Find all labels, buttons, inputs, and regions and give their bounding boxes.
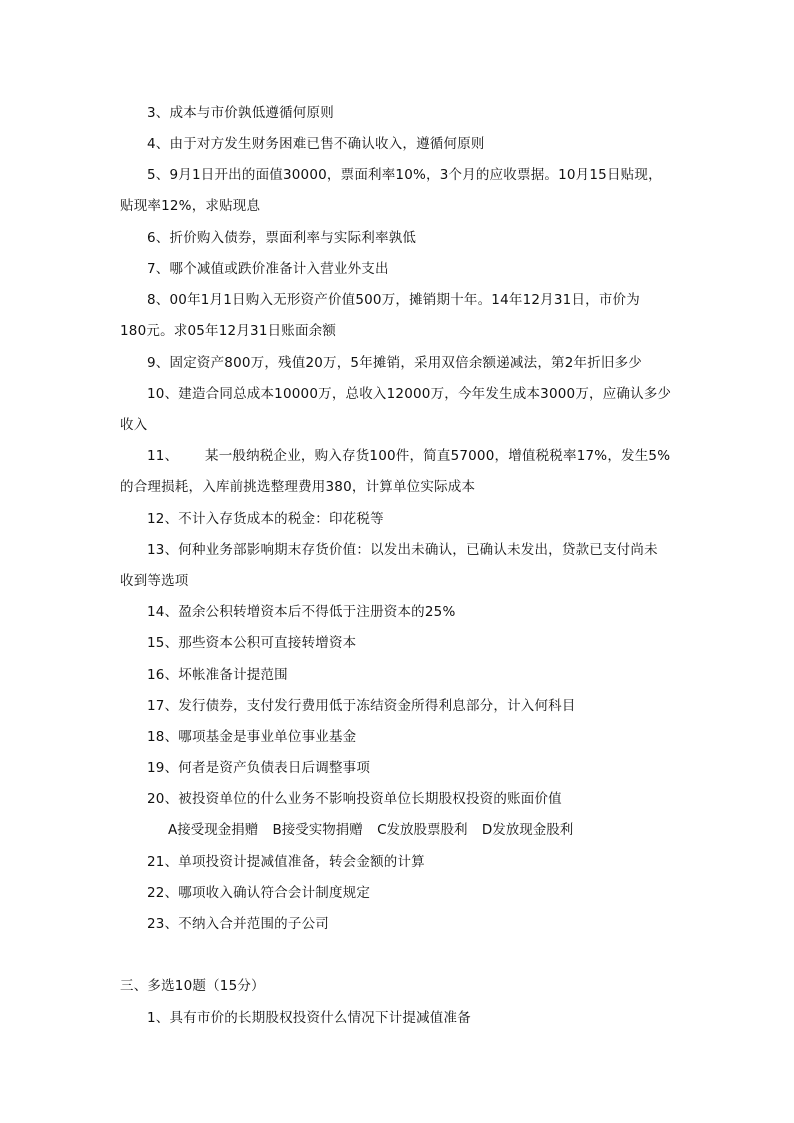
question-8-line-2: 180元。求05年12月31日账面余额 [120,323,337,339]
question-7: 7、哪个减值或跌价准备计入营业外支出 [147,261,389,277]
question-20-options [168,822,583,838]
question-19: 19、何者是资产负债表日后调整事项 [147,760,371,776]
question-9: 9、固定资产800万，残值20万，5年摊销，采用双倍余额递减法，第2年折旧多少 [147,355,643,371]
question-12: 12、不计入存货成本的税金：印花税等 [147,511,384,527]
question-4: 4、由于对方发生财务困难已售不确认收入，遵循何原则 [147,136,485,152]
question-11-line-1: 某一般纳税企业，购入存货100件，简直57000，增值税税率17%，发生5% [205,448,671,464]
question-14: 14、盈余公积转增资本后不得低于注册资本的25% [147,604,456,620]
question-3: 3、成本与市价孰低遵循何原则 [147,105,334,121]
question-15: 15、那些资本公积可直接转增资本 [147,635,357,651]
section-3-heading: 三、多选10题（15分） [120,978,265,994]
question-8-line-1: 8、00年1月1日购入无形资产价值500万，摊销期十年。14年12月31日，市价为 [147,292,640,308]
question-5-line-2: 贴现率12%，求贴现息 [120,198,261,214]
option-c: C发放股票股利 [377,822,468,838]
question-20: 20、被投资单位的什么业务不影响投资单位长期股权投资的账面价值 [147,791,562,807]
question-21: 21、单项投资计提减值准备，转会金额的计算 [147,854,425,870]
question-18: 18、哪项基金是事业单位事业基金 [147,729,357,745]
option-b: B接受实物捐赠 [272,822,363,838]
question-10-line-2: 收入 [120,417,148,433]
question-17: 17、发行债券，支付发行费用低于冻结资金所得利息部分，计入何科目 [147,698,576,714]
question-16: 16、坏帐准备计提范围 [147,667,288,683]
section-3-question-1: 1、具有市价的长期股权投资什么情况下计提减值准备 [147,1010,471,1026]
question-13-line-2: 收到等选项 [120,573,189,589]
question-6: 6、折价购入债券，票面利率与实际利率孰低 [147,230,417,246]
question-13-line-1: 13、何种业务部影响期末存货价值：以发出未确认，已确认未发出，贷款已支付尚未 [147,542,658,558]
question-22: 22、哪项收入确认符合会计制度规定 [147,885,371,901]
question-10-line-1: 10、建造合同总成本10000万，总收入12000万，今年发生成本3000万，应确认多少 [147,386,672,402]
question-11-number: 11、 [147,448,179,464]
option-d: D发放现金股利 [481,822,574,838]
option-a: A接受现金捐赠 [168,822,259,838]
question-5-line-1: 5、9月1日开出的面值30000，票面利率10%，3个月的应收票据。10月15日贴现， [147,167,662,183]
question-11-line-2: 的合理损耗，入库前挑选整理费用380，计算单位实际成本 [120,479,476,495]
question-23: 23、不纳入合并范围的子公司 [147,916,329,932]
